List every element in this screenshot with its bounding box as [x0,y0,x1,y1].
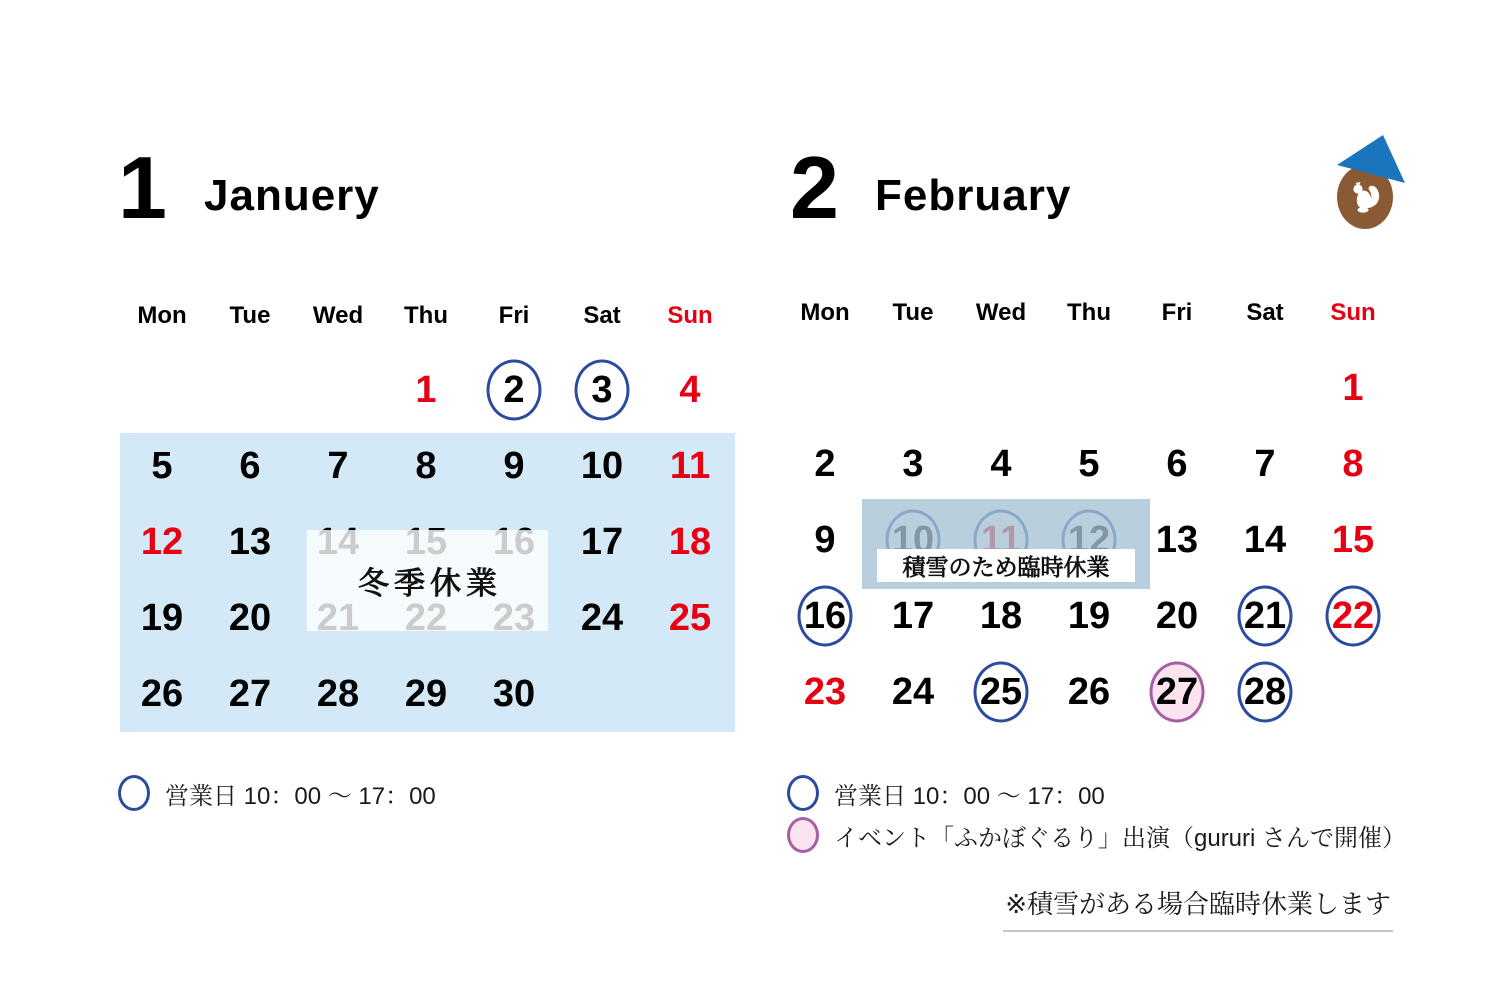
legend-text: 営業日 10：00 ～ 17：00 [834,782,1105,810]
date-number: 13 [1155,519,1199,561]
snow-closure-overlay [862,499,1150,589]
date-number: 24 [891,671,935,713]
event-legend-circle-icon [787,817,819,853]
february-day-of-week-row [781,289,1397,337]
date-number: 28 [316,673,360,715]
january-day-of-week-row [118,292,734,340]
date-number: 20 [1155,595,1199,637]
date-number: 14 [1243,519,1287,561]
date-number: 12 [140,521,184,563]
date-number: 8 [415,445,437,487]
empty-day-cell [1221,350,1309,426]
empty-day-cell [118,352,206,428]
legend-text: イベント「ふかぼぐるり」出演（gururi さんで開催） [834,824,1407,852]
january-day-10 [558,428,646,504]
day-header-thu: Thu [404,302,448,329]
date-number: 11 [669,445,711,487]
date-number: 25 [979,671,1023,713]
date-number: 29 [404,673,448,715]
date-number: 20 [228,597,272,639]
empty-day-cell [957,350,1045,426]
february-day-28 [1221,654,1309,730]
january-day-25 [646,580,734,656]
date-number: 19 [1067,595,1111,637]
date-number: 23 [803,671,847,713]
legend-item [787,774,1406,812]
empty-day-cell [206,352,294,428]
january-day-30 [470,656,558,732]
january-day-5 [118,428,206,504]
winter-closure-overlay [307,530,548,631]
february-day-26 [1045,654,1133,730]
february-day-16 [781,578,869,654]
empty-day-cell [1133,350,1221,426]
snow-closure-label: 積雪のため臨時休業 [902,554,1110,580]
date-number: 1 [1342,367,1364,409]
february-day-6 [1133,426,1221,502]
january-day-7 [294,428,382,504]
date-number: 17 [580,521,624,563]
february-day-25 [957,654,1045,730]
snow-footnote: ※積雪がある場合臨時休業します [1003,884,1393,932]
date-number: 1 [415,369,437,411]
date-number: 9 [814,519,836,561]
february-day-8 [1309,426,1397,502]
date-number: 6 [239,445,261,487]
date-number: 7 [327,445,349,487]
snow-closure-labelbox [877,549,1135,582]
february-day-15 [1309,502,1397,578]
date-number: 8 [1342,443,1364,485]
date-number: 3 [902,443,924,485]
january-month-name: Januery [204,171,380,220]
january-day-26 [118,656,206,732]
day-header-wed: Wed [975,299,1027,326]
date-number: 2 [503,369,525,411]
february-day-27 [1133,654,1221,730]
february-day-4 [957,426,1045,502]
date-number: 13 [228,521,272,563]
day-header-sat: Sat [1246,299,1284,326]
date-number: 10 [580,445,624,487]
january-day-6 [206,428,294,504]
february-day-23 [781,654,869,730]
squirrel-house-logo-icon [1326,134,1418,236]
day-header-sun: Sun [1330,299,1376,326]
january-day-1 [382,352,470,428]
date-number: 18 [979,595,1023,637]
empty-day-cell [1309,654,1397,730]
day-header-wed: Wed [312,302,364,329]
date-number: 3 [591,369,613,411]
february-legend [787,774,1406,854]
date-number: 27 [1155,671,1199,713]
date-number: 22 [1331,595,1375,637]
february-day-2 [781,426,869,502]
january-day-27 [206,656,294,732]
date-number: 7 [1254,443,1276,485]
day-header-sun: Sun [667,302,713,329]
february-day-20 [1133,578,1221,654]
date-number: 17 [891,595,935,637]
january-day-29 [382,656,470,732]
date-number: 16 [803,595,847,637]
february-day-22 [1309,578,1397,654]
date-number: 24 [580,597,624,639]
january-day-11 [646,428,734,504]
date-number: 21 [1243,595,1287,637]
legend-item [118,774,436,812]
date-number: 26 [1067,671,1111,713]
day-header-sat: Sat [583,302,621,329]
open-legend-circle-icon [787,775,819,811]
empty-day-cell [1045,350,1133,426]
february-day-17 [869,578,957,654]
day-header-fri: Fri [1161,299,1193,326]
day-header-thu: Thu [1067,299,1111,326]
january-day-3 [558,352,646,428]
empty-day-cell [781,350,869,426]
january-day-28 [294,656,382,732]
february-day-1 [1309,350,1397,426]
february-day-3 [869,426,957,502]
open-legend-circle-icon [118,775,150,811]
day-header-tue: Tue [229,302,271,329]
february-day-19 [1045,578,1133,654]
february-day-18 [957,578,1045,654]
date-number: 9 [503,445,525,487]
january-day-19 [118,580,206,656]
date-number: 30 [492,673,536,715]
january-day-13 [206,504,294,580]
day-header-mon: Mon [137,302,187,329]
date-number: 19 [140,597,184,639]
january-day-2 [470,352,558,428]
date-number: 4 [679,369,701,411]
date-number: 15 [1331,519,1375,561]
date-number: 4 [990,443,1012,485]
day-header-tue: Tue [892,299,934,326]
winter-closure-label: 冬季休業 [358,566,502,601]
day-header-fri: Fri [498,302,530,329]
january-day-9 [470,428,558,504]
empty-day-cell [558,656,646,732]
date-number: 28 [1243,671,1287,713]
legend-text: 営業日 10：00 ～ 17：00 [165,782,436,810]
january-day-24 [558,580,646,656]
date-number: 5 [1078,443,1100,485]
date-number: 2 [814,443,836,485]
date-number: 18 [668,521,712,563]
date-number: 5 [151,445,173,487]
february-month-number: 2 [790,138,839,237]
empty-day-cell [646,656,734,732]
january-day-12 [118,504,206,580]
february-day-24 [869,654,957,730]
date-number: 26 [140,673,184,715]
february-month-name: February [875,171,1072,220]
january-month-number: 1 [118,138,167,237]
legend-item [787,816,1406,854]
january-day-17 [558,504,646,580]
day-header-mon: Mon [800,299,850,326]
date-number: 6 [1166,443,1188,485]
january-day-18 [646,504,734,580]
empty-day-cell [869,350,957,426]
january-legend [118,774,436,812]
january-day-20 [206,580,294,656]
date-number: 25 [668,597,712,639]
january-day-8 [382,428,470,504]
february-day-5 [1045,426,1133,502]
february-day-9 [781,502,869,578]
january-day-4 [646,352,734,428]
february-day-21 [1221,578,1309,654]
empty-day-cell [294,352,382,428]
february-day-7 [1221,426,1309,502]
february-day-14 [1221,502,1309,578]
date-number: 27 [228,673,272,715]
